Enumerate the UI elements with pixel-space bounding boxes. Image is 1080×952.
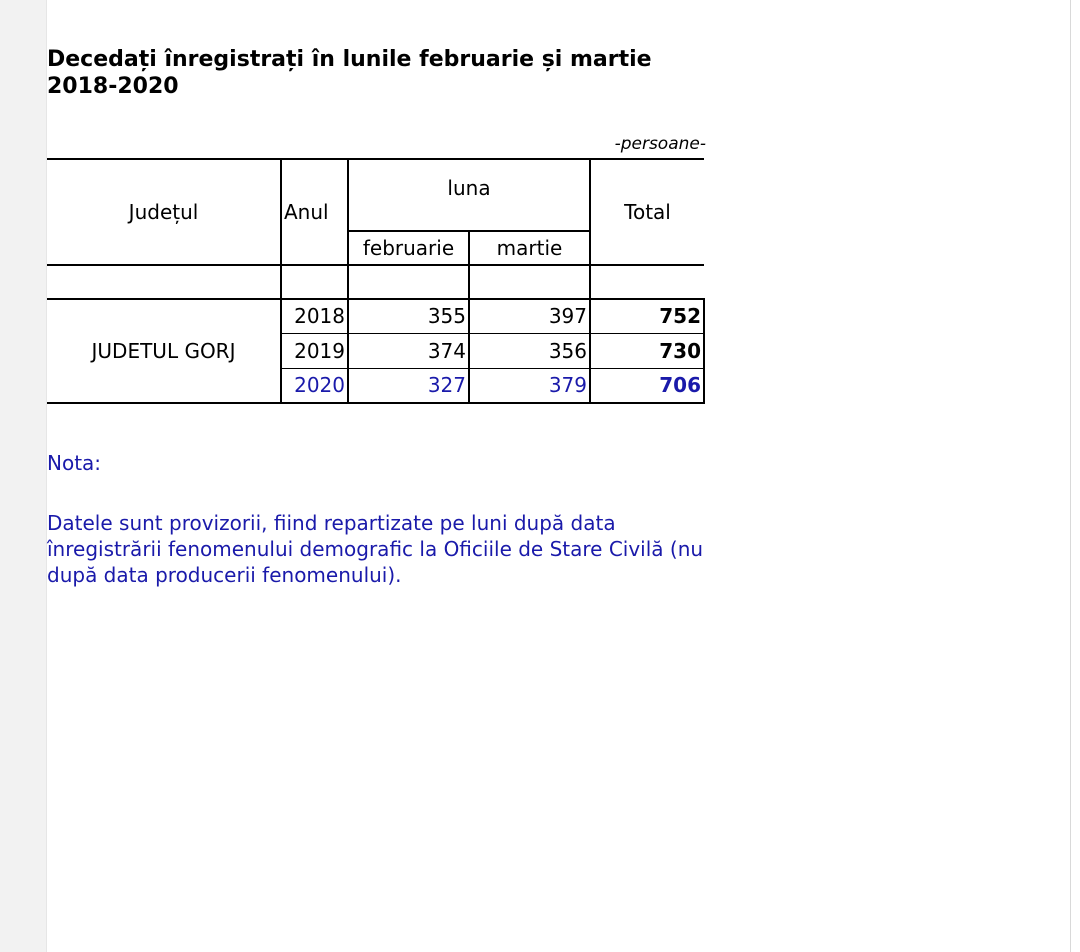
march-cell: 356 [469, 333, 590, 368]
spacer-cell [281, 265, 348, 299]
march-cell: 379 [469, 368, 590, 403]
county-name: JUDETUL GORJ [47, 299, 281, 403]
february-cell: 327 [348, 368, 469, 403]
spacer-row [47, 265, 704, 299]
total-cell: 752 [590, 299, 704, 333]
header-year: Anul [281, 159, 348, 265]
header-county: Județul [47, 159, 281, 265]
unit-label: -persoane- [614, 134, 706, 154]
deaths-table [47, 158, 705, 404]
total-cell: 730 [590, 333, 704, 368]
spacer-cell [469, 265, 590, 299]
header-month-group: luna [348, 159, 590, 231]
year-cell: 2019 [281, 333, 348, 368]
february-cell: 374 [348, 333, 469, 368]
note-label: Nota: [47, 451, 102, 475]
header-march: martie [469, 231, 590, 265]
header-february: februarie [348, 231, 469, 265]
year-cell: 2018 [281, 299, 348, 333]
header-row [47, 159, 704, 231]
note-text: Datele sunt provizorii, fiind repartizate pe luni după data înregistrării fenomenului demografic la Oficiile de Stare Civilă (nu după data producerii fenomenului). [47, 511, 704, 587]
total-cell: 706 [590, 368, 704, 403]
page-edge [1070, 0, 1071, 952]
header-total: Total [590, 159, 704, 265]
february-cell: 355 [348, 299, 469, 333]
spacer-cell [590, 265, 704, 299]
march-cell: 397 [469, 299, 590, 333]
spacer-cell [348, 265, 469, 299]
year-cell: 2020 [281, 368, 348, 403]
page-title: Decedați înregistrați în lunile februarie și martie 2018-2020 [47, 47, 652, 99]
table-row [47, 299, 704, 333]
left-gutter [0, 0, 47, 952]
spacer-cell [47, 265, 281, 299]
